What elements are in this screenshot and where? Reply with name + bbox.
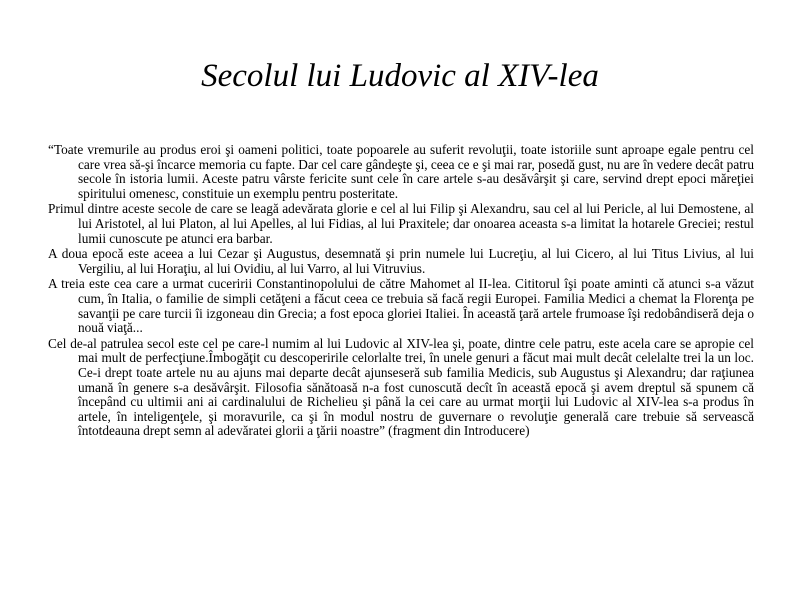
- paragraph-fourth-century: Cel de-al patrulea secol este cel pe care-l numim al lui Ludovic al XIV-lea şi, poate, dintre cele patru, este acela care se apropie cel mai mult de perfecţiune.Îmbogăţit cu descoperirile celorlalte trei, în unele genuri a făcut mai mult decât celelalte trei la un loc. Ce-i drept toate artele nu au ajuns mai departe decât ajunseseră sub familia Medicis, sub Augustus şi Alexandru; dar raţiunea umană în genere s-a desăvârşit. Filosofia sănătoasă n-a fost cunoscută decît în această epocă şi avem dreptul să spunem că începând cu ultimii ani ai cardinalului de Richelieu şi până la cei care au urmat morţii lui Ludovic al XIV-lea s-a produs în artele, în inteligenţele, şi moravurile, ca şi în modul nostru de guvernare o revoluţie generală care trebuie să servească întotdeauna drept semn al adevăratei glorii a ţării noastre” (fragment din Introducere): [48, 335, 754, 439]
- slide-title: Secolul lui Ludovic al XIV-lea: [201, 58, 599, 94]
- paragraph-first-century: Primul dintre aceste secole de care se leagă adevărata glorie e cel al lui Filip şi Alexandru, sau cel al lui Pericle, al lui Demostene, al lui Aristotel, al lui Platon, al lui Apelles, al lui Fidias, al lui Praxitele; dar onoarea aceasta s-a limitat la hotarele Greciei; restul lumii cunoscute pe atunci era barbar.: [48, 201, 754, 246]
- paragraph-third-epoch: A treia este cea care a urmat cuceririi Constantinopolului de către Mahomet al II-lea. Cititorul îşi poate aminti că atunci s-a văzut cum, în Italia, o familie de simpli cetăţeni a făcut ceea ce trebuia să facă regii Europei. Familia Medici a chemat la Florenţa pe savanţii pe care turcii îi izgoneau din Grecia; a fost epoca gloriei Italiei. În această ţară artele frumoase îşi redobândiseră deja o nouă viaţă...: [48, 276, 754, 336]
- slide-body: [48, 143, 754, 440]
- paragraph-intro-quote: “Toate vremurile au produs eroi şi oameni politici, toate popoarele au suferit revoluţii, toate istoriile sunt aproape egale pentru cel care vrea să-şi încarce memoria cu fapte. Dar cel care gândeşte şi, ceea ce e şi mai rar, posedă gust, nu are în vedere decât patru secole în istoria lumii. Aceste patru vârste fericite sunt cele în care artele s-au desăvârşit şi care, servind drept epoci măreţiei spiritului omenesc, constituie un exemplu pentru posteritate.: [48, 142, 754, 201]
- paragraph-second-epoch: A doua epocă este aceea a lui Cezar şi Augustus, desemnată şi prin numele lui Lucreţiu, al lui Cicero, al lui Titus Livius, al lui Vergiliu, al lui Horaţiu, al lui Ovidiu, al lui Varro, al lui Vitruvius.: [48, 246, 754, 276]
